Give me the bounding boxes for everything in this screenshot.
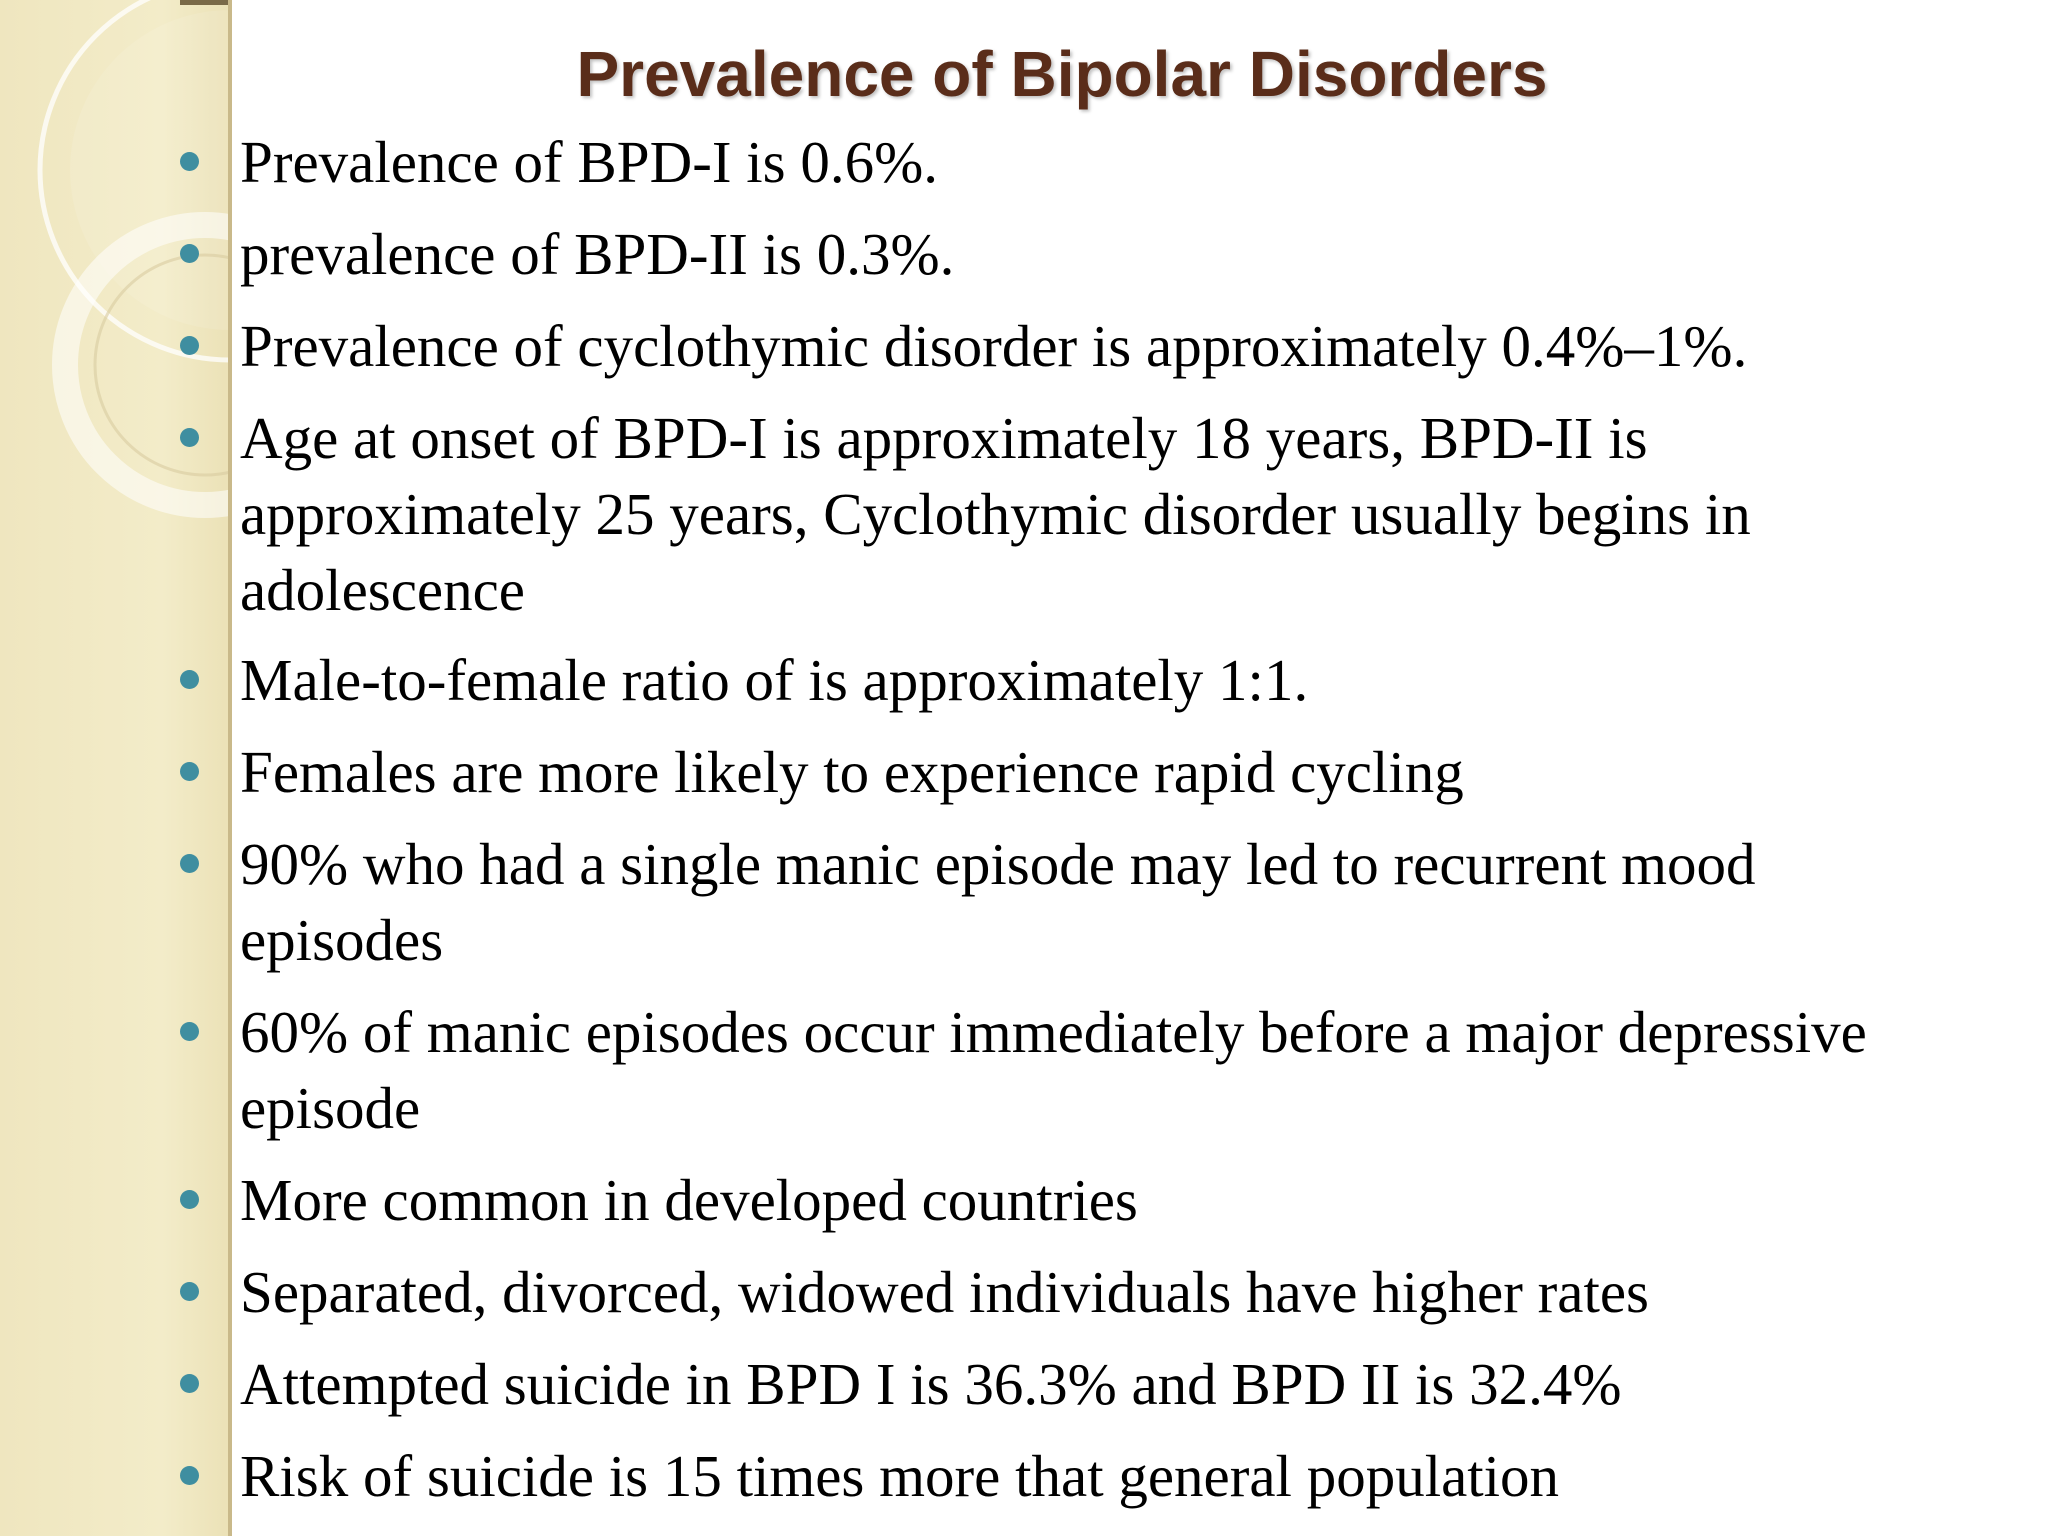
bullet-item: [240, 308, 2020, 384]
bullet-item: [240, 1346, 2020, 1422]
bullet-item: [240, 1438, 2020, 1514]
bullet-item: [240, 826, 2020, 978]
bullet-item: [240, 124, 2020, 200]
bullet-dot-icon: [180, 1190, 199, 1209]
bullet-dot-icon: [180, 244, 199, 263]
bullet-text: More common in developed countries: [240, 1167, 1138, 1233]
bullet-dot-icon: [180, 336, 199, 355]
bullet-dot-icon: [180, 762, 199, 781]
bullet-text-line: adolescence: [240, 557, 525, 623]
bullet-text: Prevalence of cyclothymic disorder is approximately 0.4%–1%.: [240, 313, 1748, 379]
bullet-item: [240, 216, 2020, 292]
bullet-item: [240, 400, 2020, 628]
slide-title: Prevalence of Bipolar Disorders: [576, 38, 1548, 110]
bullet-text: Attempted suicide in BPD I is 36.3% and BPD II is 32.4%: [240, 1351, 1622, 1417]
bullet-text: prevalence of BPD-II is 0.3%.: [240, 221, 955, 287]
bullet-item: [240, 1254, 2020, 1330]
bullet-dot-icon: [180, 1374, 199, 1393]
bullet-text: Separated, divorced, widowed individuals have higher rates: [240, 1259, 1649, 1325]
bullet-dot-icon: [180, 1022, 199, 1041]
bullet-dot-icon: [180, 1282, 199, 1301]
bullet-text: Male-to-female ratio of is approximately 1:1.: [240, 647, 1309, 713]
bullet-text-line: 90% who had a single manic episode may led to recurrent mood: [240, 831, 1756, 897]
bullet-dot-icon: [180, 1466, 199, 1485]
bullet-dot-icon: [180, 428, 199, 447]
bullet-text: Prevalence of BPD-I is 0.6%.: [240, 129, 939, 195]
bullet-text-line: 60% of manic episodes occur immediately before a major depressive: [240, 999, 1867, 1065]
bullet-text-line: Age at onset of BPD-I is approximately 18 years, BPD-II is: [240, 405, 1648, 471]
bullet-dot-icon: [180, 152, 199, 171]
bullet-item: [240, 1162, 2020, 1238]
bullet-item: [240, 734, 2020, 810]
bullet-dot-icon: [180, 854, 199, 873]
bullet-item: [240, 994, 2020, 1146]
bullet-text-line: approximately 25 years, Cyclothymic disorder usually begins in: [240, 481, 1751, 547]
bullet-text: Females are more likely to experience rapid cycling: [240, 739, 1464, 805]
bullet-text: Risk of suicide is 15 times more that general population: [240, 1443, 1560, 1509]
bullet-item: [240, 642, 2020, 718]
bullet-dot-icon: [180, 670, 199, 689]
bullet-text-line: episodes: [240, 907, 444, 973]
bullet-text-line: episode: [240, 1075, 421, 1141]
